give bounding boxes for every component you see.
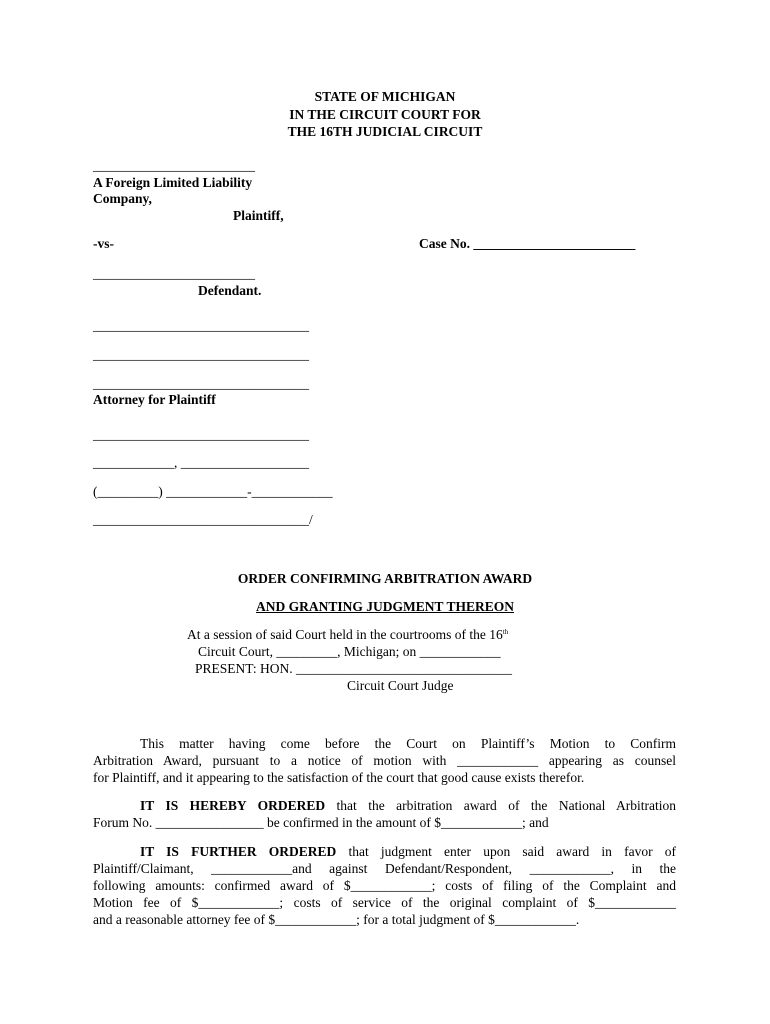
attorney-blank-2: ________________________________ <box>93 347 309 362</box>
plaintiff-role: Plaintiff, <box>233 208 284 223</box>
case-number-field: Case No. ________________________ <box>419 236 636 251</box>
ordinal-suffix: th <box>502 628 509 636</box>
paragraph-motion-line-1: This matter having come before the Court on Plaintiff’s Motion to Confirm <box>140 736 676 751</box>
court-name: IN THE CIRCUIT COURT FOR <box>289 107 481 122</box>
hereby-ordered-text: that the arbitration award of the National Arbitration <box>325 798 676 813</box>
paragraph-motion-line-2: Arbitration Award, pursuant to a notice of motion with ____________ appearing as counsel <box>93 753 676 768</box>
paragraph-further-ordered-line-3: following amounts: confirmed award of $____________; costs of filing of the Complaint and <box>93 878 676 893</box>
order-subtitle <box>0 598 770 615</box>
attorney-phone-blank: (_________) ____________-____________ <box>93 484 333 499</box>
paragraph-further-ordered <box>93 843 676 928</box>
session-line-2: Circuit Court, _________, Michigan; on ____________ <box>198 644 501 659</box>
attorney-blank-3: ________________________________ <box>93 376 309 391</box>
defendant-name-blank: ________________________ <box>93 266 255 281</box>
further-ordered-text: that judgment enter upon said award in favor of <box>336 844 676 859</box>
session-line-1 <box>187 626 508 643</box>
attorney-city-state-blank: ____________, ___________________ <box>93 455 309 470</box>
attorney-blank-1: ________________________________ <box>93 318 309 333</box>
order-title: ORDER CONFIRMING ARBITRATION AWARD <box>237 571 533 586</box>
further-ordered-heading: IT IS FURTHER ORDERED <box>140 844 337 859</box>
court-state: STATE OF MICHIGAN <box>314 89 456 104</box>
paragraph-further-ordered-line-5: and a reasonable attorney fee of $____________; for a total judgment of $____________. <box>93 912 580 927</box>
paragraph-motion-line-3: for Plaintiff, and it appearing to the satisfaction of the court that good cause exists therefor. <box>93 770 585 785</box>
paragraph-hereby-ordered <box>93 797 676 831</box>
paragraph-further-ordered-line-2: Plaintiff/Claimant, ____________and against Defendant/Respondent, ____________, in the <box>93 861 676 876</box>
order-subtitle-text: AND GRANTING JUDGMENT THEREON <box>256 599 514 614</box>
court-circuit: THE 16TH JUDICIAL CIRCUIT <box>287 124 483 139</box>
paragraph-hereby-ordered-line-2: Forum No. ________________ be confirmed in the amount of $____________; and <box>93 815 549 830</box>
defendant-role: Defendant. <box>198 283 262 298</box>
attorney-id-blank: ________________________________/ <box>93 512 313 527</box>
paragraph-motion <box>93 735 676 786</box>
plaintiff-name-line2: Company, <box>93 191 152 206</box>
versus-label: -vs- <box>93 236 114 251</box>
paragraph-further-ordered-line-4: Motion fee of $____________; costs of service of the original complaint of $____________ <box>93 895 676 910</box>
present-judge-line: PRESENT: HON. ________________________________ <box>195 661 512 676</box>
attorney-address-blank: ________________________________ <box>93 427 309 442</box>
hereby-ordered-heading: IT IS HEREBY ORDERED <box>140 798 326 813</box>
paragraph-further-ordered-line-1 <box>93 843 676 860</box>
session-line-1-text: At a session of said Court held in the courtrooms of the 16 <box>187 627 503 642</box>
paragraph-hereby-ordered-line-1 <box>93 797 676 814</box>
judge-title: Circuit Court Judge <box>347 678 454 693</box>
plaintiff-name-line1: A Foreign Limited Liability <box>93 175 253 190</box>
plaintiff-name-blank: ________________________ <box>93 158 255 173</box>
attorney-label: Attorney for Plaintiff <box>93 392 216 407</box>
